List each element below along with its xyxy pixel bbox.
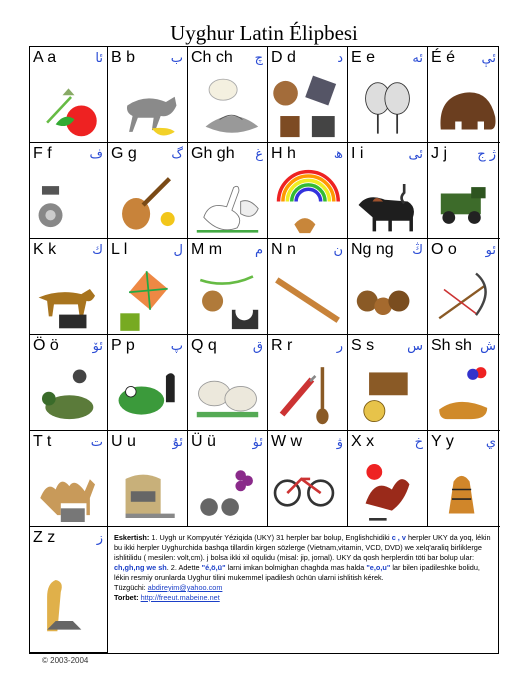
letter-cell xyxy=(108,47,188,143)
arabic-letter: ك xyxy=(92,243,103,258)
letter-cell xyxy=(108,335,188,431)
letter-cell xyxy=(30,335,108,431)
latin-letter: P p xyxy=(111,337,135,354)
arabic-letter: ئى xyxy=(408,147,423,162)
arabic-letter: ھ xyxy=(333,147,343,162)
letter-cell xyxy=(428,239,500,335)
letter-illustration xyxy=(108,69,187,142)
letter-illustration xyxy=(428,357,500,430)
latin-letter: Ng ng xyxy=(351,241,394,258)
note-panel xyxy=(108,527,498,653)
latin-letter: L l xyxy=(111,241,128,258)
letter-illustration xyxy=(30,453,107,526)
note-text: 1. Uygh ur Kompyutér Yéziqida (UKY) 31 herpler bar bolup, Englishchidiki xyxy=(151,533,390,542)
letter-illustration xyxy=(348,165,427,238)
arabic-letter: ق xyxy=(252,339,263,354)
letter-cell xyxy=(268,239,348,335)
arabic-letter: غ xyxy=(255,147,263,162)
letter-cell xyxy=(188,143,268,239)
arabic-letter: ف xyxy=(89,147,103,162)
note-highlight: ch,gh,ng we sh xyxy=(114,563,167,572)
letter-cell xyxy=(428,47,500,143)
letter-cell xyxy=(268,143,348,239)
letter-illustration xyxy=(428,261,500,334)
letter-illustration xyxy=(108,357,187,430)
arabic-letter: ز xyxy=(96,531,103,546)
site-label: Torbet: xyxy=(114,593,139,602)
note-highlight: c , v xyxy=(391,533,406,542)
arabic-letter: ئۈ xyxy=(252,435,263,450)
latin-letter: R r xyxy=(271,337,293,354)
contact-label: Tüzgüchi: xyxy=(114,583,146,592)
latin-letter: T t xyxy=(33,433,52,450)
email-link[interactable]: abdireyim@yahoo.com xyxy=(147,583,223,592)
arabic-letter: ئۇ xyxy=(172,435,183,450)
letter-cell xyxy=(30,47,108,143)
latin-letter: N n xyxy=(271,241,296,258)
latin-letter: J j xyxy=(431,145,447,162)
letter-illustration xyxy=(30,357,107,430)
arabic-letter: ر xyxy=(336,339,343,354)
letter-illustration xyxy=(428,165,500,238)
latin-letter: Z z xyxy=(33,529,56,546)
letter-illustration xyxy=(268,165,347,238)
letter-cell xyxy=(30,527,108,653)
arabic-letter: ئا xyxy=(95,51,103,66)
letter-illustration xyxy=(108,261,187,334)
arabic-letter: ۋ xyxy=(336,435,343,450)
latin-letter: A a xyxy=(33,49,57,66)
arabic-letter: ش xyxy=(480,339,496,354)
letter-illustration xyxy=(348,357,427,430)
letter-illustration xyxy=(30,549,107,652)
latin-letter: Ü ü xyxy=(191,433,216,450)
alphabet-grid xyxy=(29,46,499,654)
letter-cell xyxy=(348,239,428,335)
latin-letter: F f xyxy=(33,145,52,162)
letter-cell xyxy=(108,239,188,335)
letter-cell xyxy=(188,431,268,527)
latin-letter: Y y xyxy=(431,433,454,450)
arabic-letter: ئە xyxy=(412,51,423,66)
arabic-letter: ژ ج xyxy=(477,147,496,162)
arabic-letter: چ xyxy=(254,51,263,66)
latin-letter: Q q xyxy=(191,337,217,354)
latin-letter: W w xyxy=(271,433,303,450)
letter-illustration xyxy=(30,165,107,238)
latin-letter: É é xyxy=(431,49,456,66)
arabic-letter: ي xyxy=(485,435,496,450)
note-highlight: "é,ö,ü" xyxy=(201,563,226,572)
letter-cell xyxy=(188,47,268,143)
page-title: Uyghur Latin Élipbesi xyxy=(170,21,358,45)
letter-cell xyxy=(348,47,428,143)
letter-cell xyxy=(30,431,108,527)
arabic-letter: ت xyxy=(90,435,103,450)
latin-letter: Gh gh xyxy=(191,145,235,162)
letter-cell xyxy=(428,335,500,431)
letter-illustration xyxy=(30,69,107,142)
note-text: herpler UKY da yoq, lékin bu ikki herpler Uyghurchida bashqa tillardin kirgen sözlerge (Vietnam,vitamin, VCD, DVD) we xelq'araliq birliklerge ishlitilidu ( mesilen: volt,cm). j bolsa ikki xil oqulidu (misal: jip, jornal). UKY da qosh herplerdin töti bar bolup ular: xyxy=(114,533,491,562)
latin-letter: H h xyxy=(271,145,296,162)
arabic-letter: ب xyxy=(170,51,183,66)
note-highlight: "e,o,u" xyxy=(366,563,391,572)
letter-illustration xyxy=(268,357,347,430)
latin-letter: B b xyxy=(111,49,136,66)
letter-illustration xyxy=(188,453,267,526)
letter-cell xyxy=(108,431,188,527)
letter-illustration xyxy=(108,165,187,238)
latin-letter: D d xyxy=(271,49,296,66)
letter-illustration xyxy=(268,69,347,142)
letter-illustration xyxy=(348,69,427,142)
letter-cell xyxy=(428,143,500,239)
arabic-letter: ئې xyxy=(481,51,496,66)
letter-cell xyxy=(188,239,268,335)
letter-cell xyxy=(268,47,348,143)
letter-illustration xyxy=(268,261,347,334)
latin-letter: Ö ö xyxy=(33,337,59,354)
arabic-letter: س xyxy=(407,339,423,354)
letter-cell xyxy=(268,335,348,431)
letter-illustration xyxy=(268,453,347,526)
letter-cell xyxy=(188,335,268,431)
latin-letter: G g xyxy=(111,145,137,162)
latin-letter: Sh sh xyxy=(431,337,472,354)
note-text: lar bilen ipadileshke bolidu, lékin resmiy orunlarda Uyghur tilini mukemmel ipadilesh üchün ularni ishlitish kérek. xyxy=(114,563,480,582)
arabic-letter: ل xyxy=(173,243,183,258)
letter-cell xyxy=(30,143,108,239)
arabic-letter: ئو xyxy=(485,243,496,258)
letter-cell xyxy=(108,143,188,239)
note-heading: Eskertish: xyxy=(114,533,150,542)
website-link[interactable]: http://freeut.mabeine.net xyxy=(140,593,220,602)
latin-letter: S s xyxy=(351,337,375,354)
arabic-letter: پ xyxy=(170,339,183,354)
arabic-letter: گ xyxy=(171,147,183,162)
arabic-letter: م xyxy=(254,243,263,258)
arabic-letter: ئۆ xyxy=(92,339,103,354)
letter-cell xyxy=(348,431,428,527)
latin-letter: Ch ch xyxy=(191,49,233,66)
arabic-letter: خ xyxy=(414,435,423,450)
note-text: larni imkan bolmighan chaghda mas halda xyxy=(227,563,365,572)
note-text: . 2. Adette xyxy=(166,563,200,572)
latin-letter: I i xyxy=(351,145,364,162)
letter-illustration xyxy=(428,69,500,142)
letter-illustration xyxy=(188,165,267,238)
letter-illustration xyxy=(188,357,267,430)
letter-cell xyxy=(348,143,428,239)
latin-letter: O o xyxy=(431,241,457,258)
arabic-letter: ڭ xyxy=(412,243,423,258)
letter-illustration xyxy=(188,69,267,142)
letter-illustration xyxy=(30,261,107,334)
letter-cell xyxy=(428,431,500,527)
latin-letter: X x xyxy=(351,433,375,450)
letter-cell xyxy=(30,239,108,335)
copyright: © 2003-2004 xyxy=(42,656,89,665)
latin-letter: E e xyxy=(351,49,376,66)
letter-cell xyxy=(268,431,348,527)
latin-letter: K k xyxy=(33,241,57,258)
letter-illustration xyxy=(348,453,427,526)
letter-illustration xyxy=(428,453,500,526)
arabic-letter: د xyxy=(337,51,343,66)
latin-letter: M m xyxy=(191,241,223,258)
arabic-letter: ن xyxy=(333,243,343,258)
letter-illustration xyxy=(108,453,187,526)
letter-cell xyxy=(348,335,428,431)
latin-letter: U u xyxy=(111,433,136,450)
letter-illustration xyxy=(188,261,267,334)
letter-illustration xyxy=(348,261,427,334)
